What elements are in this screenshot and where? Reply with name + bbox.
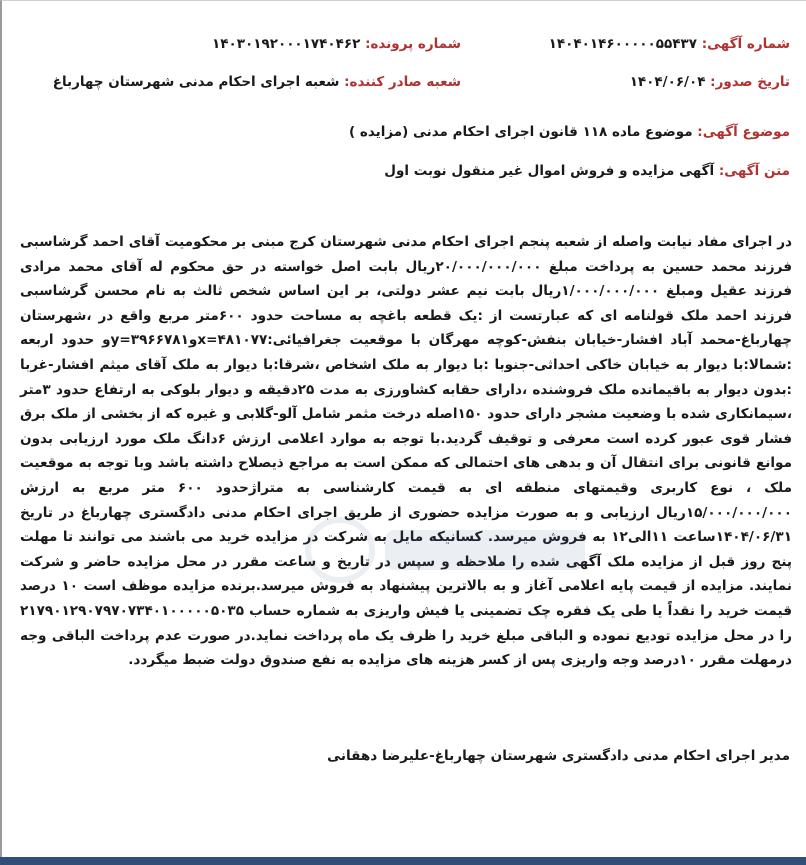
ad-number-field xyxy=(549,36,790,52)
subject-field xyxy=(349,124,790,140)
subject-value: موضوع ماده ۱۱۸ قانون اجرای احکام مدنی (مزایده ) xyxy=(349,124,693,140)
ad-number-value: ۱۴۰۴۰۱۴۶۰۰۰۰۰۵۵۴۳۷ xyxy=(548,36,697,52)
issue-date-value: ۱۴۰۴/۰۶/۰۴ xyxy=(629,74,706,90)
ad-text-label: متن آگهی: xyxy=(718,163,790,179)
issue-date-label: تاریخ صدور: xyxy=(710,74,790,90)
case-number-value: ۱۴۰۳۰۱۹۲۰۰۰۱۷۴۰۴۶۲ xyxy=(212,36,361,52)
issue-date-field xyxy=(630,74,790,90)
bottom-bar xyxy=(0,857,806,865)
signature: مدیر اجرای احکام مدنی دادگستری شهرستان چهارباغ-علیرضا دهقانی xyxy=(327,748,790,764)
ad-text-title: آگهی مزایده و فروش اموال غیر منقول نوبت اول xyxy=(384,163,715,179)
case-number-field xyxy=(212,36,461,52)
issuer-label: شعبه صادر کننده: xyxy=(344,74,461,90)
issuer-field xyxy=(53,74,461,90)
ad-text-heading xyxy=(384,163,790,179)
ad-body-text: در اجرای مفاد نیابت واصله از شعبه پنجم اجرای احکام مدنی شهرستان کرج مبنی بر محکومیت آقای احمد گرشاسبی فرزند محمد حسین به پرداخت مبلغ ۲۰/۰۰۰/۰۰۰/۰۰۰ریال بابت اصل خواسته در حق محکوم له آقای محمد مرادی فرزند عقیل ومبلغ ۱/۰۰۰/۰۰۰/۰۰۰ریال بابت نیم عشر دولتی، بر این اساس شخص ثالث به نام محسن گرشاسبی فرزند احمد ملک قولنامه ای که عبارتست از :یک قطعه باغچه به مساحت حدود ۶۰۰متر مربع واقع در ،شهرستان چهارباغ-محمد آباد افشار-خیابان بنفش-کوچه مهرگان با موقعیت جغرافیائی:x=۴۸۱۰۷۷وy=۳۹۶۶۷۸۱و حدود اربعه :شمالا:با دیوار به خیابان خاکی احداثی-جنوبا :با دیوار به ملک اشخاص ،شرقا:با دیوار به ملک آقای میثم افشار-غربا :بدون دیوار به باقیمانده ملک فروشنده ،دارای حقابه کشاورزی به مدت ۲۵دقیقه و دیوار بلوکی به ارتفاع حدود ۳متر ،سیمانکاری شده با وضعیت مشجر دارای حدود ۱۵۰اصله درخت مثمر شامل آلو-گلابی و غیره که از بخشی از ملک برق فشار قوی عبور کرده است معرفی و توقیف گردید.با توجه به موارد اعلامی ارزش ۶دانگ ملک مورد ارزیابی بدون موانع قانونی برای انتقال آن و بدهی های احتمالی که ممکن است به مراجع ذیصلاح داشته باشد وبا توجه به موقعیت ملک ، نوع کاربری وقیمتهای منطقه ای به قیمت کارشناسی به متراژحدود ۶۰۰ متر مربع به ارزش ۱۵/۰۰۰/۰۰۰/۰۰۰ریال ارزیابی و به صورت مزایده حضوری از طریق اجرای احکام مدنی دادگستری چهارباغ در تاریخ ۱۴۰۴/۰۶/۳۱ساعت ۱۱الی۱۲ به فروش میرسد. کسانیکه مایل به شرکت در مزایده خرید می باشند می توانند تا مهلت پنج روز قبل از مزایده ملک آگهی شده را ملاحظه و سپس در تاریخ و ساعت مقرر در محل مزایده حاضر و شرکت نمایند. مزایده از قیمت پایه اعلامی آغاز و به بالاترین پیشنهاد به فروش میرسد.برنده مزایده موظف است ۱۰ درصد قیمت خرید را نقداً یا طی یک فقره چک تضمینی یا فیش واریزی به شماره حساب ۲۱۷۹۰۱۲۹۰۷۹۷۰۷۳۴۰۱۰۰۰۰۰۵۰۳۵ را در محل مزایده تودیع نموده و الباقی مبلغ خرید را ظرف یک ماه پرداخت نماید.در صورت عدم پرداخت الباقی وجه درمهلت مقرر ۱۰درصد وجه واریزی پس از کسر هزینه های مزایده به نفع صندوق دولت ضبط میگردد. xyxy=(20,234,792,669)
case-number-label: شماره پرونده: xyxy=(365,36,461,52)
issuer-value: شعبه اجرای احکام مدنی شهرستان چهارباغ xyxy=(52,74,340,90)
ad-number-label: شماره آگهی: xyxy=(701,36,790,52)
subject-label: موضوع آگهی: xyxy=(697,124,790,140)
